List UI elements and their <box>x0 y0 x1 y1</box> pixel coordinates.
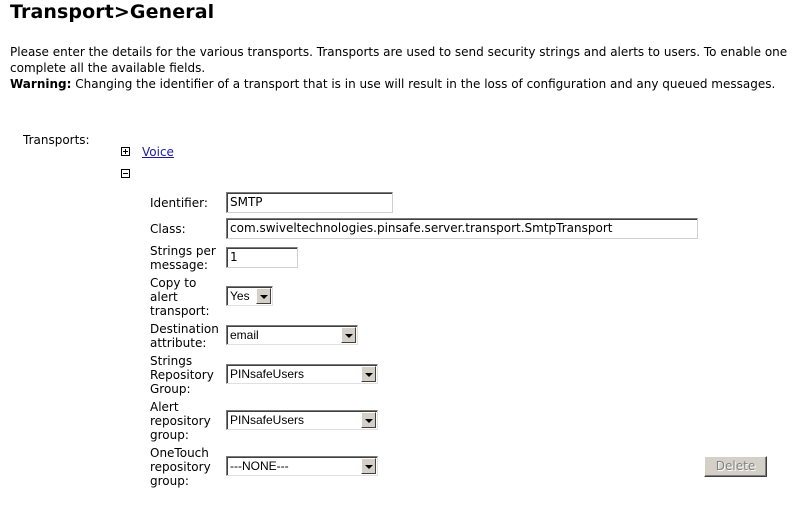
strings-repository-group-label <box>150 354 214 396</box>
label-line: group: <box>150 428 189 442</box>
label-line: group: <box>150 474 189 488</box>
label-line: Destination <box>150 322 219 336</box>
strings-per-message-label <box>150 244 216 272</box>
select-value: PINsafeUsers <box>230 413 305 427</box>
label-line: repository <box>150 414 211 428</box>
identifier-label: Identifier: <box>150 196 208 210</box>
onetouch-repository-group-select[interactable] <box>226 456 378 476</box>
label-line: Alert <box>150 400 179 414</box>
label-line: Group: <box>150 382 191 396</box>
class-input[interactable]: com.swiveltechnologies.pinsafe.server.transport.SmtpTransport <box>226 218 698 239</box>
intro-description: Please enter the details for the various transports. Transports are used to send security strings and alerts to users. To enable one complete all the available fields. <box>10 45 788 75</box>
class-label: Class: <box>150 222 186 236</box>
label-line: attribute: <box>150 336 207 350</box>
select-value: ---NONE--- <box>230 459 289 473</box>
destination-attribute-label <box>150 322 219 350</box>
label-line: Copy to <box>150 276 197 290</box>
copy-to-alert-select[interactable] <box>226 286 273 306</box>
chevron-down-icon[interactable] <box>361 458 376 474</box>
strings-repository-group-select[interactable] <box>226 364 378 384</box>
chevron-down-icon[interactable] <box>361 366 376 382</box>
label-line: OneTouch <box>150 446 209 460</box>
select-value: Yes <box>230 289 250 303</box>
delete-button[interactable]: Delete <box>704 456 767 477</box>
chevron-down-icon[interactable] <box>361 412 376 428</box>
chevron-down-icon[interactable] <box>256 288 271 304</box>
select-value: email <box>230 328 259 342</box>
strings-per-message-input[interactable]: 1 <box>226 247 298 268</box>
page-title: Transport>General <box>10 1 215 23</box>
chevron-down-icon[interactable] <box>341 327 356 343</box>
collapse-minus-icon[interactable] <box>121 169 130 178</box>
label-line: Strings <box>150 354 193 368</box>
identifier-input[interactable]: SMTP <box>226 192 393 213</box>
expand-plus-icon[interactable] <box>121 147 130 156</box>
alert-repository-group-select[interactable] <box>226 410 378 430</box>
alert-repository-group-label <box>150 400 211 442</box>
select-value: PINsafeUsers <box>230 367 305 381</box>
copy-to-alert-label <box>150 276 210 318</box>
label-line: transport: <box>150 304 210 318</box>
warning-label: Warning: <box>10 77 72 91</box>
transports-label: Transports: <box>23 133 90 147</box>
label-line: repository <box>150 460 211 474</box>
label-line: message: <box>150 258 208 272</box>
onetouch-repository-group-label <box>150 446 211 488</box>
label-line: Strings per <box>150 244 216 258</box>
intro-text <box>10 44 788 92</box>
transport-link-voice[interactable]: Voice <box>142 145 174 159</box>
label-line: alert <box>150 290 178 304</box>
label-line: Repository <box>150 368 214 382</box>
destination-attribute-select[interactable] <box>226 325 358 345</box>
warning-text: Changing the identifier of a transport that is in use will result in the loss of configuration and any queued messages. <box>71 77 776 91</box>
